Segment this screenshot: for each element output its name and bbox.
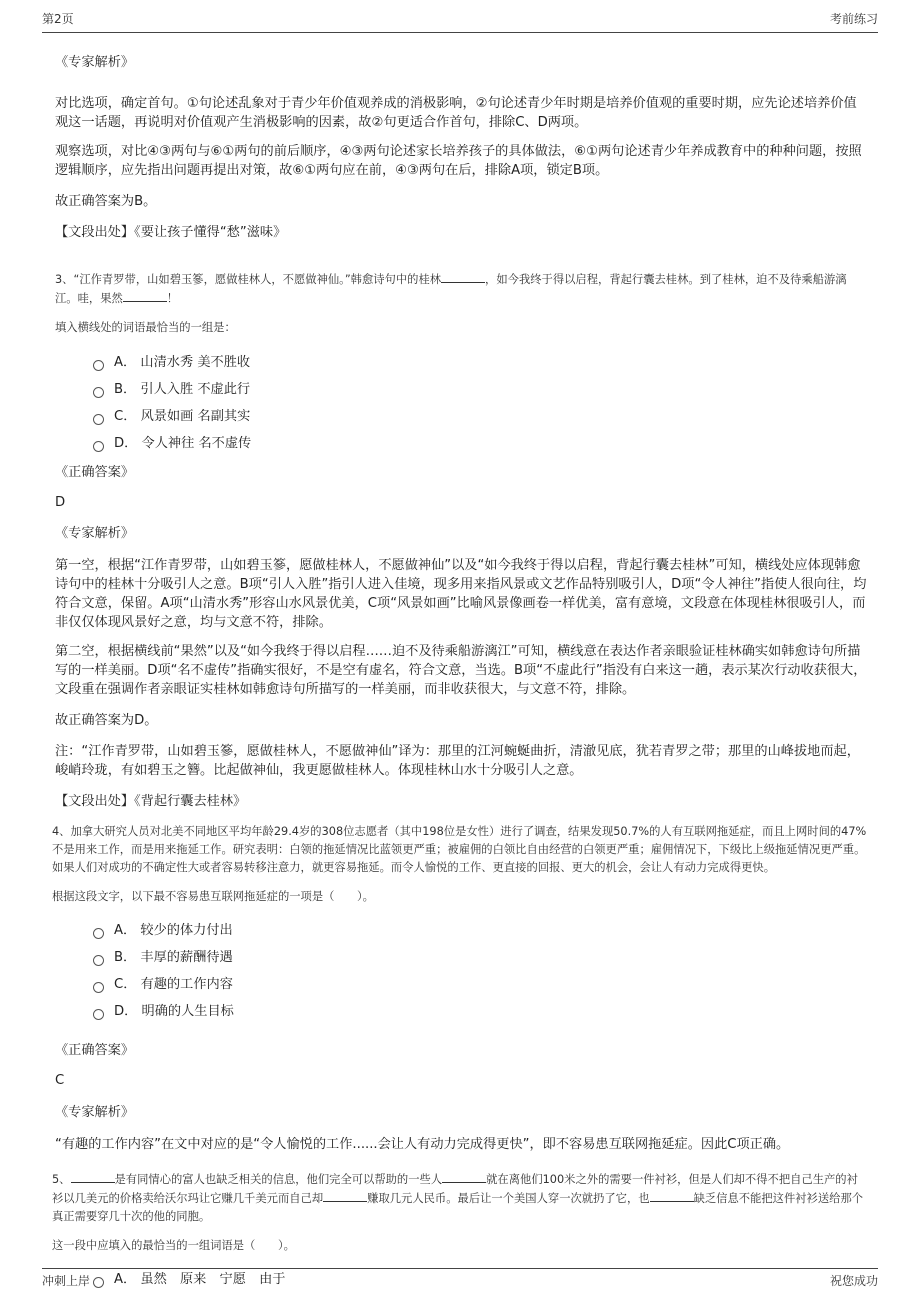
question-stem: 3、“江作青罗带，山如碧玉篸，愿做桂林人，不愿做神仙。”韩愈诗句中的桂林 ，如今我终于得以启程，背起行囊去桂林。到了桂林，迫不及待乘船游漓江。哇，果然 ！ (55, 270, 867, 308)
analysis-paragraph: 第一空，根据“江作青罗带，山如碧玉篸，愿做桂林人，不愿做神仙”以及“如今我终于得以启程，背起行囊去桂林”可知，横线处应体现韩愈诗句中的桂林十分吸引人之意。B项“引人入胜”指引人进入佳境，现多用来指风景或文艺作品特别吸引人，D项“令人神往”指使人很向往，均符合文意，保留。A项“山清水秀”形容山水风景优美，C项“风景如画”比喻风景像画卷一样优美，富有意境，文段意在体现桂林很吸引人，而非仅仅体现风景好之意，均与文意不符，排除。 (55, 558, 867, 631)
footer-right: 祝您成功 (829, 1274, 878, 1288)
correct-answer: C (55, 1073, 65, 1089)
option-a[interactable]: A． 山清水秀 美不胜收 (93, 349, 867, 376)
question-stem: 4、加拿大研究人员对北美不同地区平均年龄29.4岁的308位志愿者（其中198位是女性）进行了调查，结果发现50.7%的人有互联网拖延症，而且上网时间的47%不是用来工作，而是用来拖延工作。研究表明：白领的拖延情况比蓝领更严重；被雇佣的白领比自由经营的白领更严重；雇佣情况下，下级比上级拖延情况更严重。如果人们对成功的不确定性大或者容易转移注意力，就更容易拖延。而令人愉悦的工作、更直接的回报、更大的机会，会让人有动力完成得更快。 (52, 824, 867, 874)
option-b[interactable]: B． 丰厚的薪酬待遇 (93, 944, 867, 971)
expert-analysis-label: 《专家解析》 (55, 55, 135, 71)
footer-rule (42, 1268, 878, 1269)
correct-answer-label: 《正确答案》 (55, 1043, 135, 1059)
correct-answer-label: 《正确答案》 (55, 464, 135, 480)
analysis-paragraph: “有趣的工作内容”在文中对应的是“令人愉悦的工作......会让人有动力完成得更快”，即不容易患互联网拖延症。因此C项正确。 (55, 1136, 790, 1152)
correct-answer: D (55, 494, 66, 510)
question-5 (52, 1170, 867, 1294)
option-c[interactable]: C． 有趣的工作内容 (93, 971, 867, 998)
expert-analysis-label: 《专家解析》 (55, 526, 135, 542)
analysis-conclusion: 故正确答案为D。 (55, 713, 158, 729)
question-2-analysis (55, 53, 867, 242)
header-title: 考前练习 (829, 12, 878, 26)
question-4 (52, 823, 867, 1154)
analysis-paragraph: 观察选项，对比④③两句与⑥①两句的前后顺序，④③两句论述家长培养孩子的具体做法，⑥①两句论述青少年养成教育中的种种问题，按照逻辑顺序，应先指出问题再提出对策，故⑥①两句应在前，④③两句在后，排除A项，锁定B项。 (55, 144, 862, 179)
option-a[interactable]: A． 虽然 原来 宁愿 由于 (93, 1266, 867, 1293)
page-number: 第2页 (42, 12, 74, 26)
radio-icon[interactable] (93, 441, 104, 452)
radio-icon[interactable] (93, 1277, 104, 1288)
fill-blank (650, 1189, 694, 1202)
radio-icon[interactable] (93, 360, 104, 371)
radio-icon[interactable] (93, 1009, 104, 1020)
fill-blank (71, 1170, 115, 1183)
option-d[interactable]: D． 令人神往 名不虚传 (93, 430, 867, 457)
page-header (42, 10, 878, 30)
option-c[interactable]: C． 风景如画 名副其实 (93, 403, 867, 430)
question-prompt: 这一段中应填入的最恰当的一组词语是（ ）。 (52, 1239, 295, 1253)
option-a[interactable]: A． 较少的体力付出 (93, 917, 867, 944)
radio-icon[interactable] (93, 928, 104, 939)
source-note: 【文段出处】《要让孩子懂得“愁”滋味》 (55, 225, 287, 241)
question-stem: 5、 是有同情心的富人也缺乏相关的信息，他们完全可以帮助的一些人 就在离他们100米之外的需要一件衬衫，但是人们却不得不把自己生产的衬衫以几美元的价格卖给沃尔玛让它赚几千美元而自己却 赚取几元人民币。最后让一个美国人穿一次就扔了它，也 缺乏信息不能把这件衬衫送给那个真正需要穿几十次的他的同胞。 (52, 1170, 867, 1226)
option-b[interactable]: B． 引人入胜 不虚此行 (93, 376, 867, 403)
options-list (55, 349, 867, 457)
analysis-paragraph: 第二空，根据横线前“果然”以及“如今我终于得以启程……迫不及待乘船游漓江”可知，横线意在表达作者亲眼验证桂林确实如韩愈诗句所描写的一样美丽。D项“名不虚传”指确实很好，不是空有虚名，符合文意，当选。B项“不虚此行”指没有白来这一趟，表示某次行动收获很大，文段重在强调作者亲眼证实桂林如韩愈诗句所描写的一样美丽，而非收获很大，与文意不符，排除。 (55, 644, 867, 698)
fill-blank (123, 289, 167, 302)
header-rule (42, 32, 878, 33)
translation-note: 注：“江作青罗带，山如碧玉篸，愿做桂林人，不愿做神仙”译为：那里的江河蜿蜒曲折，清澈见底，犹若青罗之带；那里的山峰拔地而起，峻峭玲珑，有如碧玉之簪。比起做神仙，我更愿做桂林人。体现桂林山水十分吸引人之意。 (55, 744, 860, 779)
document-body (52, 40, 867, 1293)
fill-blank (323, 1189, 367, 1202)
fill-blank (441, 270, 485, 283)
fill-blank (442, 1170, 486, 1183)
analysis-paragraph: 对比选项，确定首句。①句论述乱象对于青少年价值观养成的消极影响，②句论述青少年时期是培养价值观的重要时期，应先论述培养价值观这一话题，再说明对价值观产生消极影响的因素，故②句更适合作首句，排除C、D两项。 (55, 96, 857, 131)
analysis-conclusion: 故正确答案为B。 (55, 194, 157, 210)
radio-icon[interactable] (93, 387, 104, 398)
footer-left: 冲刺上岸 (42, 1274, 91, 1288)
options-list (52, 1266, 867, 1293)
question-3 (55, 270, 867, 811)
option-d[interactable]: D． 明确的人生目标 (93, 998, 867, 1025)
radio-icon[interactable] (93, 982, 104, 993)
radio-icon[interactable] (93, 414, 104, 425)
question-prompt: 根据这段文字，以下最不容易患互联网拖延症的一项是（ ）。 (52, 889, 374, 903)
options-list (52, 917, 867, 1025)
radio-icon[interactable] (93, 955, 104, 966)
question-prompt: 填入横线处的词语最恰当的一组是： (55, 321, 236, 335)
expert-analysis-label: 《专家解析》 (55, 1104, 135, 1120)
source-note: 【文段出处】《背起行囊去桂林》 (55, 794, 247, 810)
